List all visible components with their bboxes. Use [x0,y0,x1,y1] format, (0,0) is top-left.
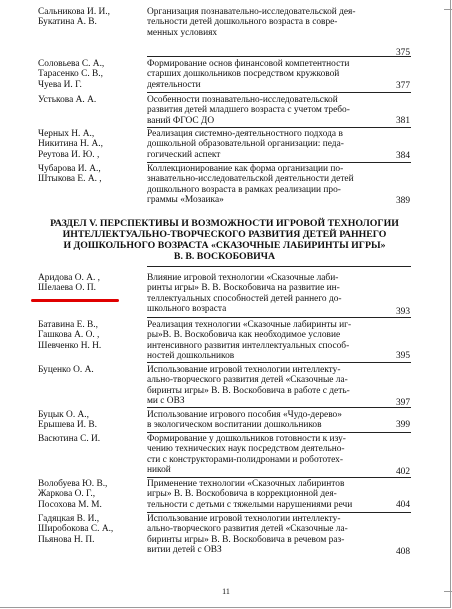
entry-authors: Черных Н. А., Никитина Н. А., Реутова И. Ю. , [38,129,103,160]
entry-title: Использование игровой технологии интеллекту- ально-творческого развития детей «Сказочные ла- биринты игры» В. В. Воскобовича в работе с деть- ми с ОВЗ [147,365,350,407]
entry-page-number: 393 [395,307,410,317]
entry-page-number: 402 [395,467,410,477]
entry-separator [147,317,411,318]
section-heading: РАЗДЕЛ V. ПЕРСПЕКТИВЫ И ВОЗМОЖНОСТИ ИГРОВОЙ ТЕХНОЛОГИИ ИНТЕЛЛЕКТУАЛЬНО-ТВОРЧЕСКОГО РАЗВИТИЯ ДЕТЕЙ РАННЕГО И ДОШКОЛЬНОГО ВОЗРАСТА «СКАЗОЧНЫЕ ЛАБИРИНТЫ ИГРЫ» В. В. ВОСКОБОВИЧА [50,218,399,262]
entry-title: Коллекционирование как форма организации по- знавательно-исследовательской деятельности детей дошкольного возраста в рамках реализации про- граммы «Мозаика» [147,164,354,206]
entry-page-number: 397 [395,398,410,408]
entry-authors: Буцык О. А., Ерышева И. В. [38,410,97,431]
entry-separator [147,512,411,513]
entry-title: Формирование основ финансовой компетентности старших дошкольников посредством кружковой деятельности [147,59,350,90]
entry-title: Использование игровой технологии интеллекту- ально-творческого развития детей «Сказочные ла- биринты игры» В. В. Воскобовича в речевом раз- витии детей с ОВЗ [147,514,348,556]
entry-authors: Батавина Е. В., Гашкова А. О. , Шевченко Н. Н. [38,320,102,351]
entry-page-number: 408 [395,547,410,557]
entry-separator [147,162,411,163]
entry-authors: Чубарова И. А., Штыкова Е. А. , [38,164,102,185]
entry-page-number: 389 [395,196,410,206]
entry-authors: Устькова А. А. [38,95,97,105]
entry-authors: Буценко О. А. [38,365,94,375]
entry-authors: Васютина С. И. [38,434,101,444]
entry-title: Особенности познавательно-исследовательской развития детей младшего возраста с учетом требо- ваний ФГОС ДО [147,95,350,126]
entry-page-number: 404 [395,500,410,510]
entry-title: Реализация технологии «Сказочные лабиринты иг- ры»В. В. Воскобовича как необходимое условие интенсивного развития интеллектуальных способ- ностей дошкольников [147,320,352,362]
entry-title: Формирование у дошкольников готовности к изу- чению технических наук посредством деятельно- сти с конструкторами-полидронами и робототех- никой [147,434,346,476]
entry-authors: Соловьева С. А., Тарасенко С. В., Чуева И. Г. [38,59,105,90]
entry-page-number: 381 [395,116,410,126]
entry-title: Влияние игровой технологии «Сказочные лаби- ринты игры» В. В. Воскобовича на развитие ин- теллектуальных способностей детей раннего до- школьного возраста [147,273,342,315]
entry-separator [147,407,411,408]
entry-page-number: 377 [395,81,410,91]
entry-authors: Волобуева Ю. В., Жаркова О. Г., Посохова М. М. [38,479,108,510]
entry-title: Применение технологии «Сказочных лабиринтов игры» В. В. Воскобовича в коррекционной дея- тельности с детьми с тяжелыми нарушениями речи [147,479,353,510]
page-edge-tick [444,9,452,10]
entry-page-number: 395 [395,351,410,361]
entry-separator [147,56,411,57]
entry-separator [147,266,411,267]
entry-authors: Сальникова И. И., Букатина А. В. [38,7,110,28]
highlight-underline [31,299,119,302]
entry-title: Использование игрового пособия «Чудо-дерево» в экологическом воспитании дошкольников [147,410,342,431]
entry-title: Организация познавательно-исследовательской дея- тельности детей дошкольного возраста в совре- менных условиях [147,7,356,38]
entry-separator [147,477,411,478]
entry-authors: Аридова О. А. , Шелаева О. П. [38,273,100,294]
entry-separator [147,362,411,363]
entry-page-number: 384 [395,151,410,161]
entry-title: Реализация системно-деятельностного подхода в дошкольной образовательной организации: педа- гогический аспект [147,129,344,160]
entry-separator [147,92,411,93]
page-number: 11 [222,587,230,596]
entry-authors: Гадяцкая В. И., Широбокова С. А., Пьянова Н. П. [38,514,114,545]
entry-separator [147,127,411,128]
entry-separator [147,432,411,433]
entry-page-number: 399 [395,420,410,430]
entry-page-number: 375 [395,48,410,58]
